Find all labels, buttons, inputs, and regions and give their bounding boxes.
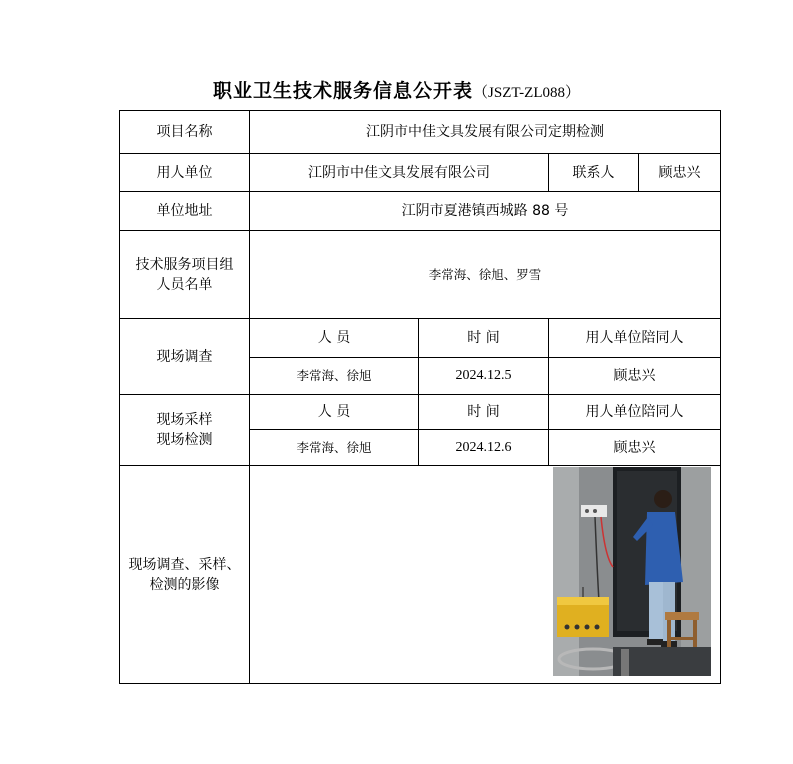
survey-header-time: 时 间 xyxy=(419,319,549,358)
project-value: 江阴市中佳文具发展有限公司定期检测 xyxy=(250,111,721,154)
sampling-label-line1: 现场采样 xyxy=(156,412,213,428)
employer-value: 江阴市中佳文具发展有限公司 xyxy=(250,154,549,192)
title-code: （JSZT-ZL088） xyxy=(473,85,580,101)
images-label xyxy=(120,466,250,684)
site-photo xyxy=(553,467,711,676)
site-photo-illustration xyxy=(553,467,711,676)
sampling-label-line2: 现场检测 xyxy=(156,432,213,448)
sampling-label xyxy=(120,395,250,466)
sampling-header-time: 时 间 xyxy=(419,395,549,430)
row-address xyxy=(120,192,721,231)
address-value: 江阴市夏港镇西城路 88 号 xyxy=(250,192,721,231)
survey-companion: 顾忠兴 xyxy=(549,358,721,395)
team-label xyxy=(120,231,250,319)
info-table xyxy=(119,110,721,684)
sampling-date: 2024.12.6 xyxy=(419,430,549,466)
survey-date: 2024.12.5 xyxy=(419,358,549,395)
row-survey-header xyxy=(120,319,721,358)
row-sampling-header xyxy=(120,395,721,430)
row-employer xyxy=(120,154,721,192)
sampling-header-personnel: 人 员 xyxy=(250,395,419,430)
employer-label: 用人单位 xyxy=(120,154,250,192)
images-label-line2: 检测的影像 xyxy=(149,576,220,593)
team-label-line2: 人员名单 xyxy=(156,276,213,293)
images-label-line1: 现场调查、采样、 xyxy=(128,556,241,573)
team-label-line1: 技术服务项目组 xyxy=(135,256,234,273)
contact-label: 联系人 xyxy=(549,154,639,192)
contact-value: 顾忠兴 xyxy=(639,154,721,192)
row-team xyxy=(120,231,721,319)
sampling-companion: 顾忠兴 xyxy=(549,430,721,466)
project-label: 项目名称 xyxy=(120,111,250,154)
document-title xyxy=(0,76,793,103)
team-value: 李常海、徐旭、罗雪 xyxy=(250,231,721,319)
sampling-header-companion: 用人单位陪同人 xyxy=(549,395,721,430)
address-label: 单位地址 xyxy=(120,192,250,231)
survey-personnel: 李常海、徐旭 xyxy=(250,358,419,395)
sampling-personnel: 李常海、徐旭 xyxy=(250,430,419,466)
images-cell xyxy=(250,466,721,684)
survey-label: 现场调查 xyxy=(120,319,250,395)
title-main: 职业卫生技术服务信息公开表 xyxy=(213,80,474,102)
survey-header-personnel: 人 员 xyxy=(250,319,419,358)
row-images xyxy=(120,466,721,684)
row-project xyxy=(120,111,721,154)
survey-header-companion: 用人单位陪同人 xyxy=(549,319,721,358)
